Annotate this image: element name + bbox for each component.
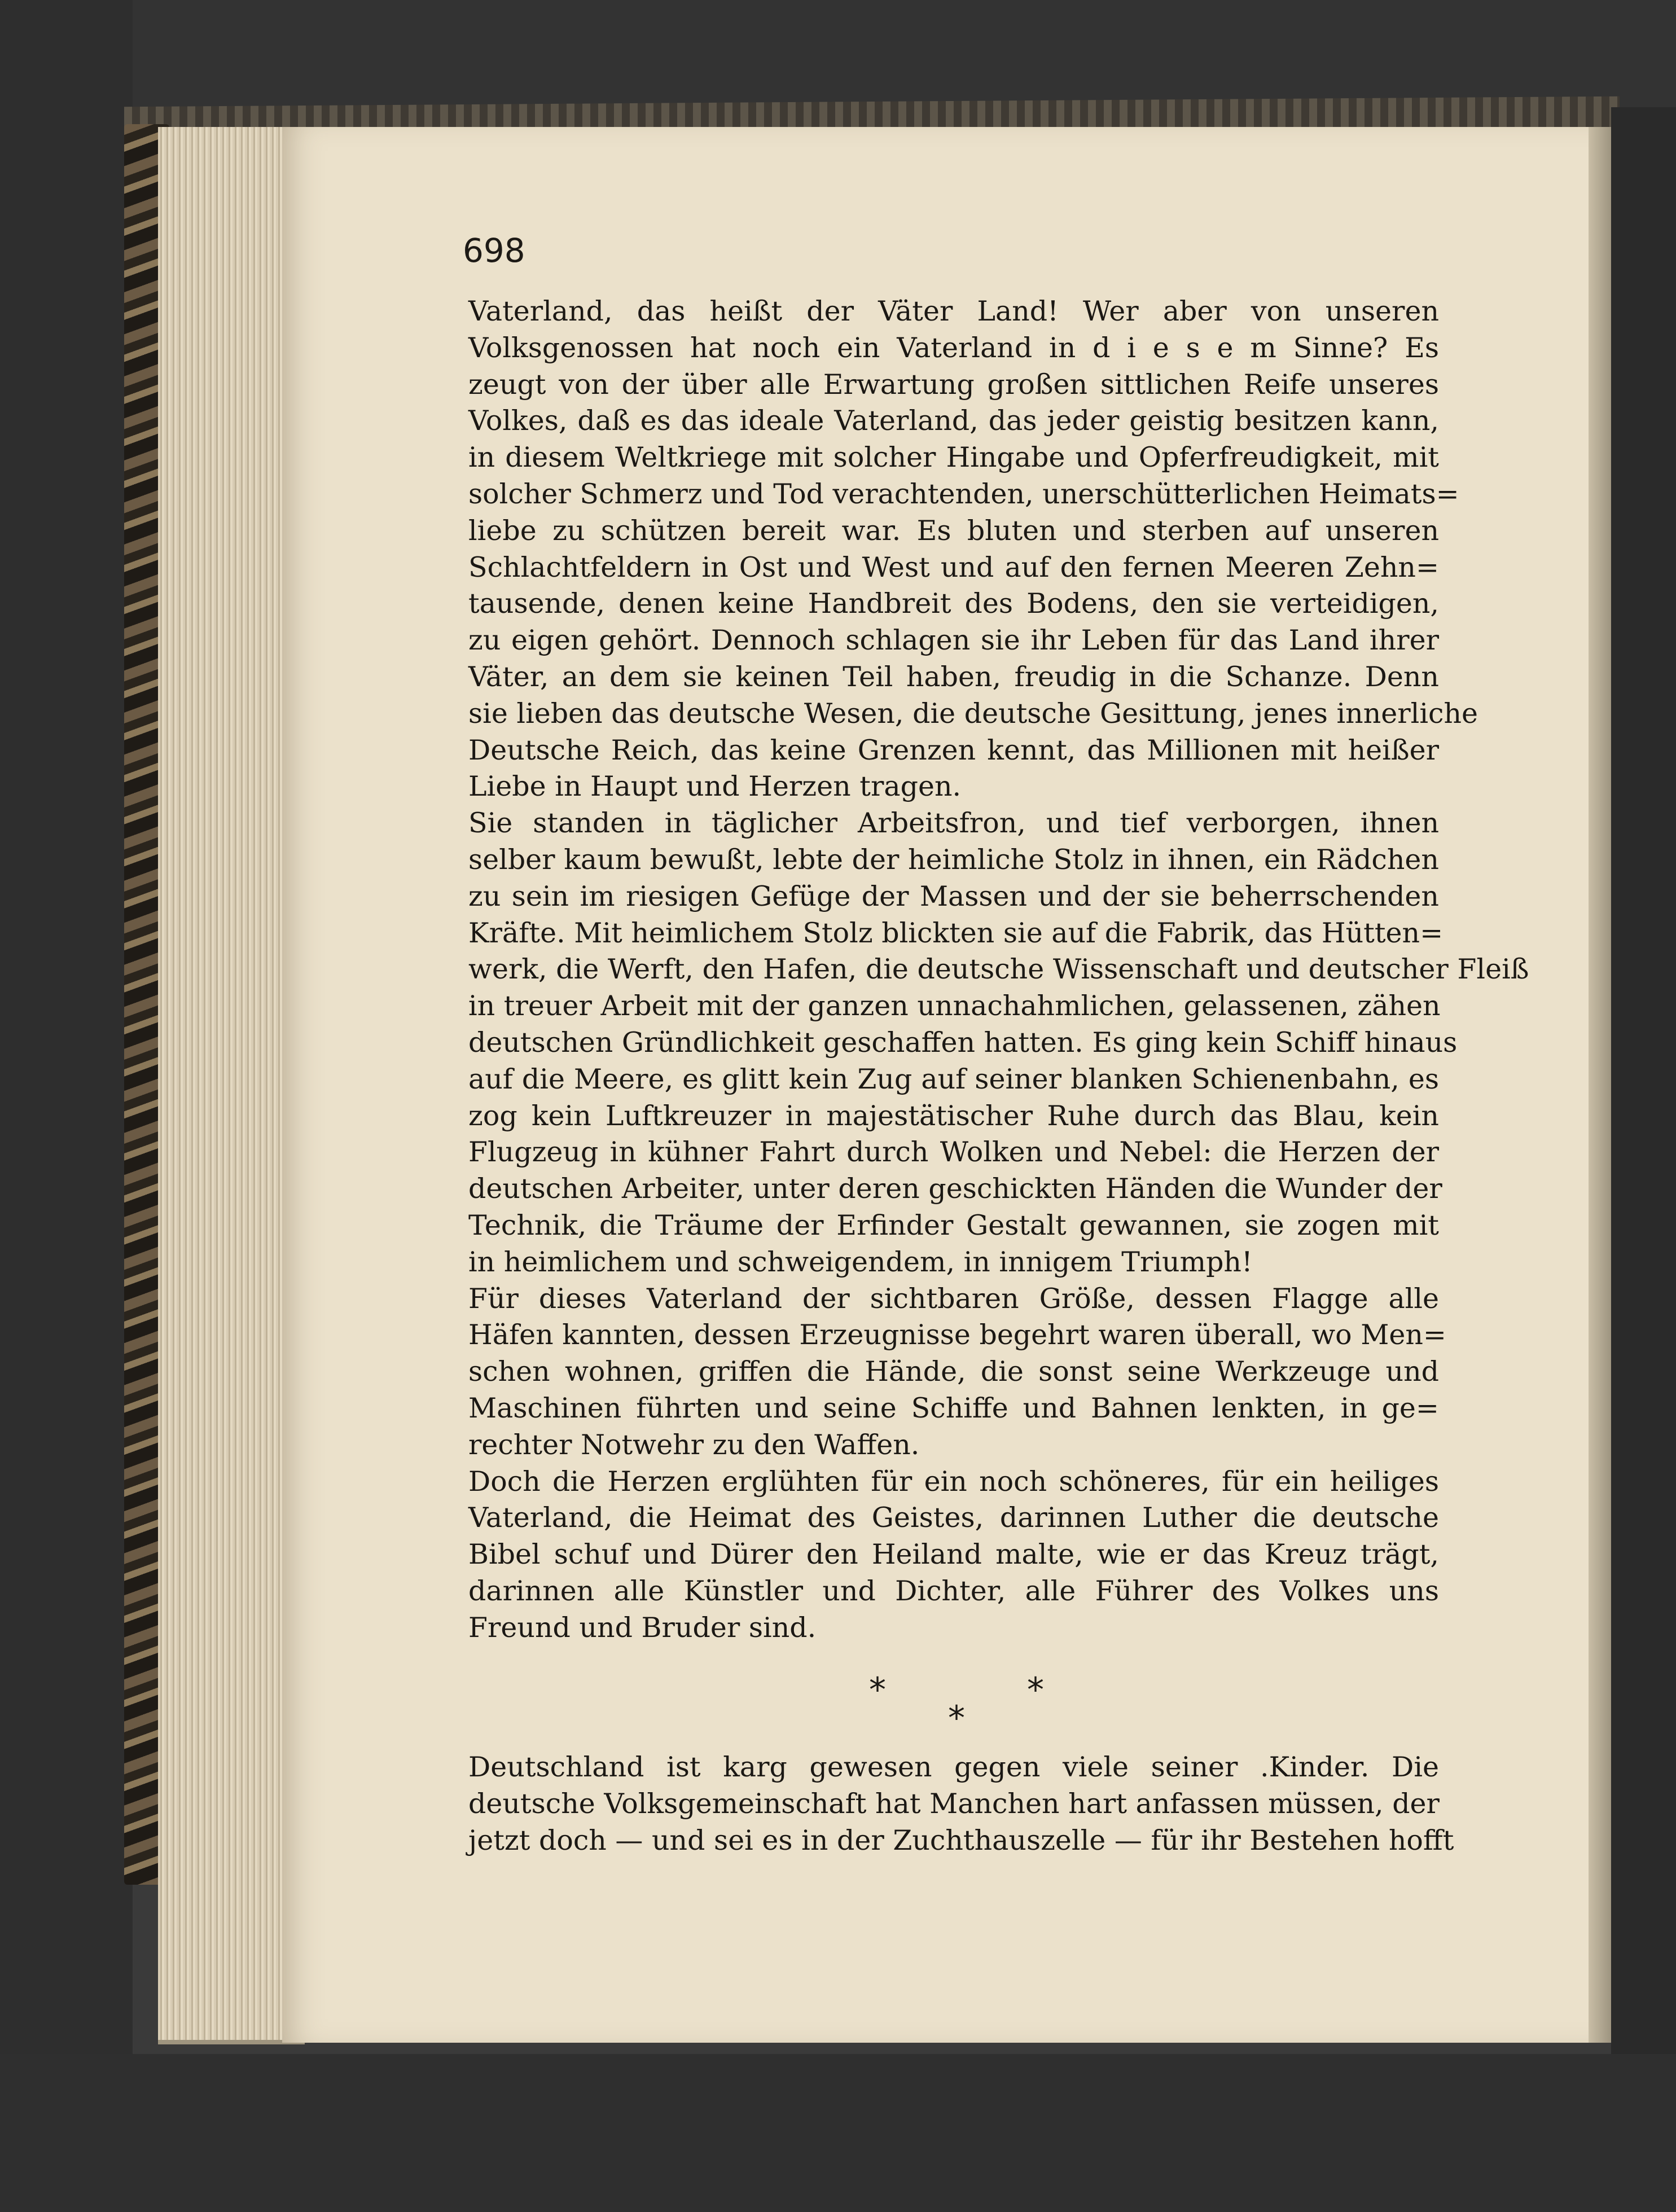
text-line: zu sein im riesigen Gefüge der Massen und der sie beherrschenden [468, 880, 1439, 912]
text-line: solcher Schmerz und Tod verachtenden, unerschütterlichen Heimats= [468, 477, 1459, 510]
text-line: jetzt doch — und sei es in der Zuchthauszelle — für ihr Bestehen hofft [468, 1824, 1454, 1856]
text-line: Volksgenossen hat noch ein Vaterland in d i e s e m Sinne? Es [468, 331, 1439, 364]
text-line: sie lieben das deutsche Wesen, die deutsche Gesittung, jenes innerliche [468, 697, 1478, 730]
text-line: in heimlichem und schweigendem, in innigem Triumph! [468, 1245, 1253, 1278]
separator-star: * [1027, 1670, 1044, 1710]
text-line: liebe zu schützen bereit war. Es bluten und sterben auf unseren [468, 514, 1439, 547]
text-line: darinnen alle Künstler und Dichter, alle Führer des Volkes uns [468, 1574, 1439, 1607]
text-line: zu eigen gehört. Dennoch schlagen sie ihr Leben für das Land ihrer [468, 624, 1439, 657]
text-line: Maschinen führten und seine Schiffe und Bahnen lenkten, in ge= [468, 1392, 1439, 1424]
text-line: in diesem Weltkriege mit solcher Hingabe und Opferfreudigkeit, mit [468, 441, 1439, 474]
text-line: Volkes, daß es das ideale Vaterland, das jeder geistig besitzen kann, [468, 405, 1439, 437]
right-cover [1611, 107, 1676, 2054]
text-line: tausende, denen keine Handbreit des Bodens, den sie verteidigen, [468, 587, 1439, 620]
scan-background-top [0, 0, 1676, 107]
text-line: Bibel schuf und Dürer den Heiland malte, wie er das Kreuz trägt, [468, 1538, 1439, 1571]
text-line: Sie standen in täglicher Arbeitsfron, und tief verborgen, ihnen [468, 807, 1439, 840]
text-line: in treuer Arbeit mit der ganzen unnachahmlichen, gelassenen, zähen [468, 990, 1441, 1022]
scan-background-left [0, 0, 133, 2212]
next-page-edge [1589, 127, 1611, 2043]
text-line: Deutschland ist karg gewesen gegen viele seiner .Kinder. Die [468, 1751, 1439, 1783]
text-line: selber kaum bewußt, lebte der heimliche Stolz in ihnen, ein Rädchen [468, 843, 1439, 876]
text-line: Für dieses Vaterland der sichtbaren Größe, dessen Flagge alle [468, 1282, 1439, 1315]
text-line: Vaterland, die Heimat des Geistes, darinnen Luther die deutsche [468, 1502, 1439, 1534]
text-line: zog kein Luftkreuzer in majestätischer Ruhe durch das Blau, kein [468, 1099, 1439, 1132]
text-line: rechter Notwehr zu den Waffen. [468, 1428, 920, 1461]
text-line: Freund und Bruder sind. [468, 1611, 817, 1644]
text-line: Vaterland, das heißt der Väter Land! Wer aber von unseren [468, 295, 1439, 327]
separator-star: * [948, 1698, 965, 1738]
page-number: 698 [463, 231, 525, 270]
separator-star: * [869, 1670, 886, 1710]
text-line: Flugzeug in kühner Fahrt durch Wolken und Nebel: die Herzen der [468, 1136, 1439, 1169]
scan-background-bottom [0, 2054, 1676, 2212]
text-line: deutsche Volksgemeinschaft hat Manchen hart anfassen müssen, der [468, 1787, 1440, 1820]
text-line: Häfen kannten, dessen Erzeugnisse begehrt waren überall, wo Men= [468, 1319, 1446, 1351]
text-line: Väter, an dem sie keinen Teil haben, freudig in die Schanze. Denn [468, 660, 1439, 693]
text-line: schen wohnen, griffen die Hände, die sonst seine Werkzeuge und [468, 1355, 1439, 1388]
text-line: Liebe in Haupt und Herzen tragen. [468, 770, 962, 803]
text-line: zeugt von der über alle Erwartung großen sittlichen Reife unseres [468, 368, 1439, 401]
section-separator [858, 1670, 1061, 1744]
closing-paragraph [468, 1749, 1454, 1859]
text-line: deutschen Arbeiter, unter deren geschickten Händen die Wunder der [468, 1173, 1442, 1205]
text-line: auf die Meere, es glitt kein Zug auf seiner blanken Schienenbahn, es [468, 1063, 1439, 1095]
text-line: Kräfte. Mit heimlichem Stolz blickten sie auf die Fabrik, das Hütten= [468, 916, 1444, 949]
body-text [468, 293, 1529, 1646]
text-line: Schlachtfeldern in Ost und West und auf den fernen Meeren Zehn= [468, 551, 1439, 583]
text-line: Deutsche Reich, das keine Grenzen kennt, das Millionen mit heißer [468, 734, 1439, 766]
text-line: Doch die Herzen erglühten für ein noch schöneres, für ein heiliges [468, 1465, 1439, 1498]
text-line: Technik, die Träume der Erfinder Gestalt gewannen, sie zogen mit [468, 1209, 1439, 1241]
text-line: werk, die Werft, den Hafen, die deutsche Wissenschaft und deutscher Fleiß [468, 953, 1529, 986]
text-line: deutschen Gründlichkeit geschaffen hatten. Es ging kein Schiff hinaus [468, 1026, 1458, 1059]
